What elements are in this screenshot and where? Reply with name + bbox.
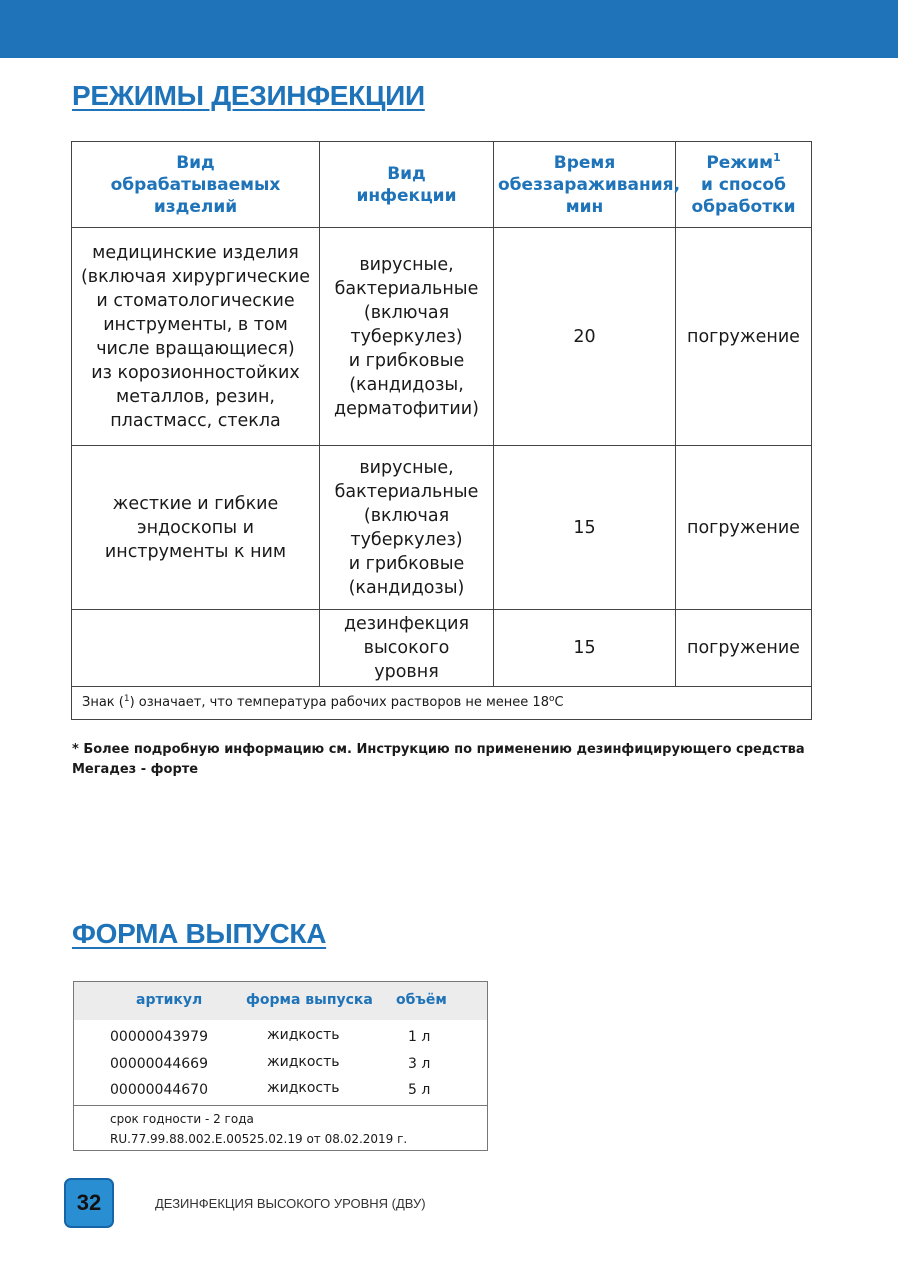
cell-infection: вирусные, бактериальные (включая туберкулез) и грибковые (кандидозы)	[320, 446, 494, 610]
cell-time: 15	[494, 446, 676, 610]
footnote: * Более подробную информацию см. Инструкцию по применению дезинфицирующего средства Мегадез - форте	[72, 742, 805, 777]
running-title: ДЕЗИНФЕКЦИЯ ВЫСОКОГО УРОВНЯ (ДВУ)	[155, 1196, 426, 1211]
modes-section-title: РЕЖИМЫ ДЕЗИНФЕКЦИИ	[72, 80, 425, 111]
cell-items: медицинские изделия (включая хирургические и стоматологические инструменты, в том числе вращающиеся) из корозионностойких металлов, резин, пластмасс, стекла	[72, 228, 320, 446]
header-items: Вид обрабатываемых изделий	[72, 142, 320, 228]
page-number-badge: 32	[64, 1178, 114, 1228]
table-row: 00000044670 жидкость 5 л	[110, 1080, 431, 1098]
header-form: форма выпуска	[246, 992, 373, 1008]
header-article: артикул	[136, 992, 203, 1008]
table-row	[72, 228, 812, 446]
cell-mode: погружение	[676, 610, 812, 687]
forms-section-title: ФОРМА ВЫПУСКА	[72, 918, 327, 949]
table-row: 00000044669 жидкость 3 л	[110, 1054, 431, 1072]
table-row	[72, 610, 812, 687]
header-band	[0, 0, 898, 58]
table-row: 00000043979 жидкость 1 л	[110, 1027, 431, 1045]
divider	[74, 1105, 487, 1106]
header-infection: Вид инфекции	[320, 142, 494, 228]
cell-items: жесткие и гибкие эндоскопы и инструменты к ним	[72, 446, 320, 610]
table-note: Знак ($^1$) означает, что температура рабочих растворов не менее 18$^o$С	[72, 687, 812, 720]
cell-infection: вирусные, бактериальные (включая туберкулез) и грибковые (кандидозы, дерматофитии)	[320, 228, 494, 446]
cell-items-empty	[72, 610, 320, 687]
forms-footer: срок годности - 2 года RU.77.99.88.002.Е.00525.02.19 от 08.02.2019 г.	[110, 1112, 408, 1146]
table-note-row	[72, 687, 812, 720]
cell-mode: погружение	[676, 446, 812, 610]
cell-time: 20	[494, 228, 676, 446]
cell-time: 15	[494, 610, 676, 687]
header-volume: объём	[396, 992, 447, 1008]
table-header-row	[72, 142, 812, 228]
cell-mode: погружение	[676, 228, 812, 446]
release-forms-table	[73, 981, 488, 1151]
header-time: Время обеззараживания, мин	[494, 142, 676, 228]
disinfection-modes-table	[71, 141, 812, 720]
header-mode: Режим$^1$ и способ обработки	[676, 142, 812, 228]
forms-header-row	[74, 982, 487, 1020]
cell-infection: дезинфекция высокого уровня	[320, 610, 494, 687]
table-row	[72, 446, 812, 610]
